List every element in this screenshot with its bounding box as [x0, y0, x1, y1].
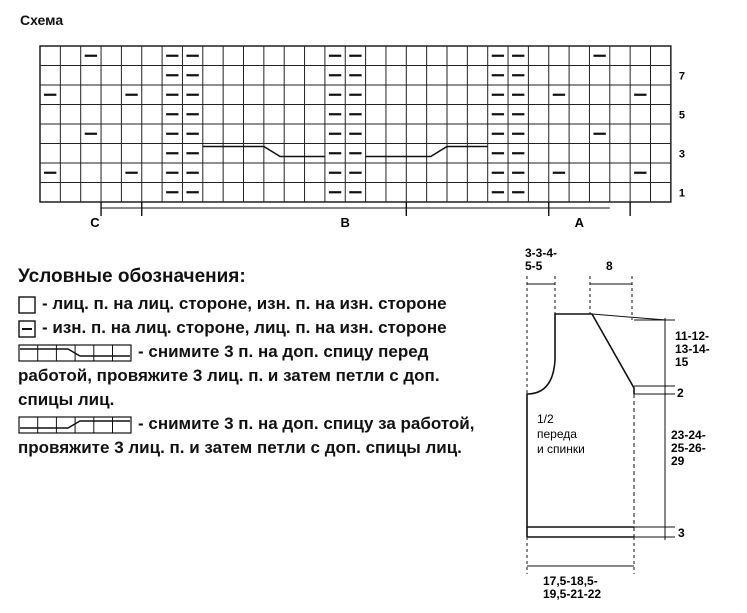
- piece-label: 1/2 переда и спинки: [537, 412, 585, 456]
- section-label: B: [340, 215, 350, 230]
- legend-item-text: - снимите 3 п. на доп. спицу перед работой, провяжите 3 лиц. п. и затем петли с доп. спицы лиц.: [18, 342, 440, 409]
- width-label: 17,5-18,5-19,5-21-22: [543, 574, 602, 601]
- legend-item-text: - снимите 3 п. на доп. спицу за работой, провяжите 3 лиц. п. и затем петли с доп. спицы лиц.: [18, 414, 475, 457]
- legend-item-text: - лиц. п. на лиц. стороне, изн. п. на изн. стороне: [42, 294, 447, 313]
- body-length-label: 23-24-25-26-29: [671, 428, 706, 468]
- legend-heading: Условные обозначения:: [18, 266, 246, 287]
- row-number-label: 5: [678, 109, 685, 122]
- legend-item-text: - изн. п. на лиц. стороне, лиц. п. на изн. стороне: [42, 318, 447, 337]
- neck-width-label: 3-3-4-5-5: [525, 246, 558, 273]
- section-label: A: [574, 215, 584, 230]
- armhole-height-label: 11-12-13-14-15: [675, 329, 710, 369]
- row-number-label: 7: [678, 70, 685, 83]
- section-label: C: [90, 215, 100, 230]
- row-number-label: 3: [678, 148, 685, 161]
- row-number-label: 1: [678, 187, 685, 200]
- shoulder-width-label: 8: [606, 259, 613, 273]
- page-title: Схема: [20, 12, 64, 28]
- shoulder-drop-label: 2: [677, 386, 684, 400]
- rib-height-label: 3: [678, 526, 685, 540]
